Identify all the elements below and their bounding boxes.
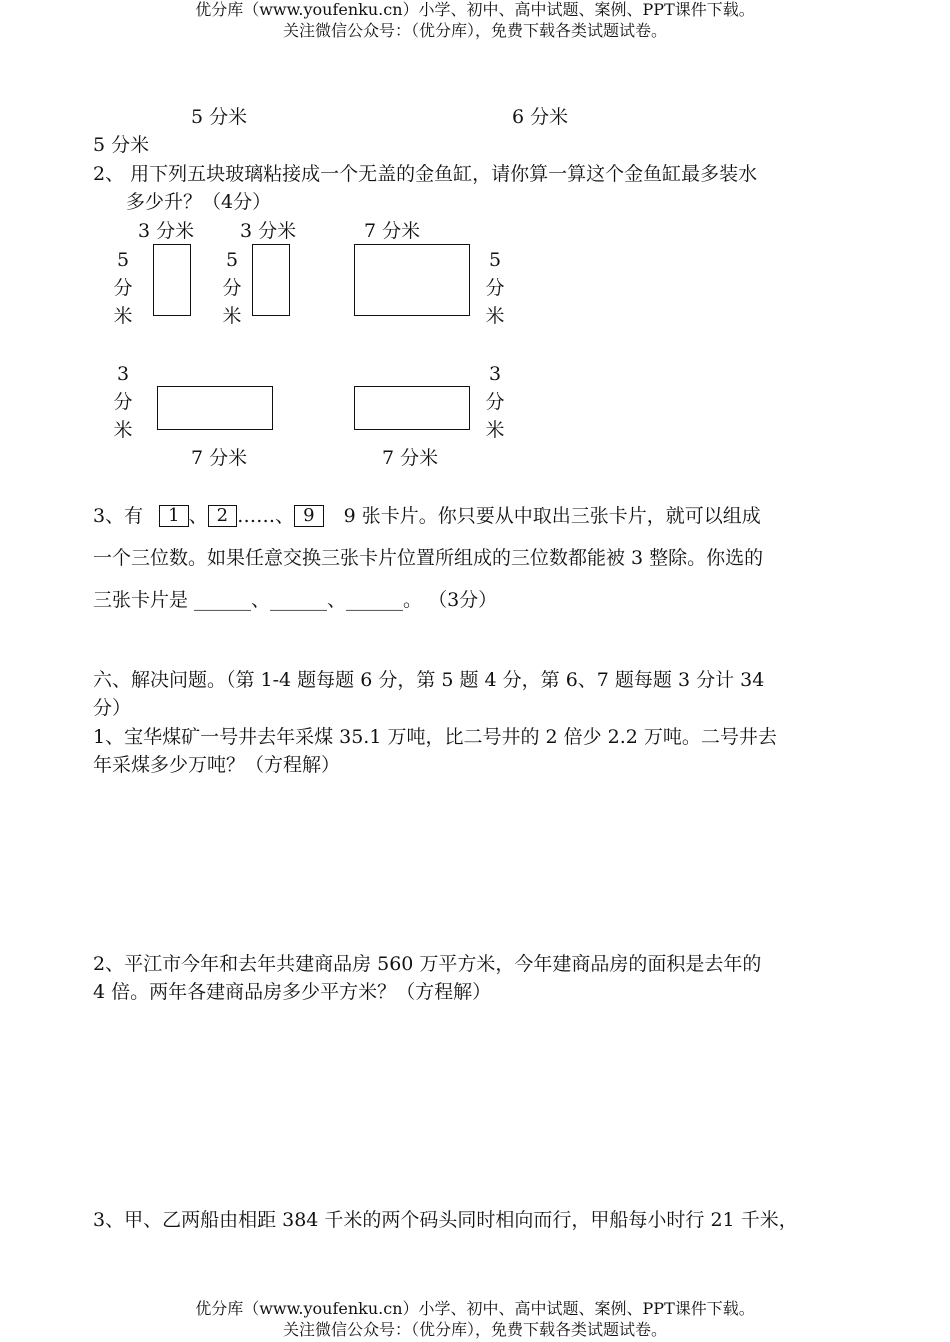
problem3-line-1: 3、甲、乙两船由相距 384 千米的两个码头同时相向而行，甲船每小时行 21 千米， xyxy=(93,1209,798,1231)
glass-piece-large xyxy=(354,244,470,316)
section6-heading-1: 六、解决问题。（第 1-4 题每题 6 分，第 5 题 4 分，第 6、7 题每题 3 分计 34 xyxy=(93,669,765,691)
glass-piece-small-2 xyxy=(252,244,290,316)
fig-side-a-unit1: 分 xyxy=(113,277,133,299)
fig-bottom-label-2: 7 分米 xyxy=(382,447,439,469)
fig-side-d-unit1: 分 xyxy=(113,391,133,413)
fig-side-e-unit2: 米 xyxy=(485,419,505,441)
fig-side-e-unit1: 分 xyxy=(485,391,505,413)
header-line-1: 优分库（www.youfenku.cn）小学、初中、高中试题、案例、PPT课件下载。 xyxy=(195,0,755,19)
q2-line-2: 多少升？（4分） xyxy=(126,191,272,213)
fig-top-label-2: 3 分米 xyxy=(240,220,297,242)
q3-rest: 9 张卡片。你只要从中取出三张卡片，就可以组成 xyxy=(343,505,761,527)
fig-side-label-a xyxy=(112,246,134,330)
fig-top-label-1: 3 分米 xyxy=(138,220,195,242)
footer-line-2: 关注微信公众号：（优分库），免费下载各类试题试卷。 xyxy=(282,1320,667,1339)
left-label-5dm: 5 分米 xyxy=(93,134,150,156)
problem1-line-2: 年采煤多少万吨？（方程解） xyxy=(93,754,341,776)
q3-line-1 xyxy=(93,503,761,529)
fig-side-label-b xyxy=(221,246,243,330)
fig-top-label-3: 7 分米 xyxy=(364,220,421,242)
top-label-6dm: 6 分米 xyxy=(512,106,569,128)
fig-side-b-num: 5 xyxy=(225,249,239,271)
glass-piece-flat-1 xyxy=(157,386,273,430)
problem1-line-1: 1、宝华煤矿一号井去年采煤 35.1 万吨，比二号井的 2 倍少 2.2 万吨。二号井去 xyxy=(93,726,777,748)
section6-heading-2: 分） xyxy=(93,697,132,719)
fig-side-b-unit1: 分 xyxy=(222,277,242,299)
header-line-2: 关注微信公众号：（优分库），免费下载各类试题试卷。 xyxy=(282,21,667,40)
q2-line-1: 2、 用下列五块玻璃粘接成一个无盖的金鱼缸，请你算一算这个金鱼缸最多装水 xyxy=(93,163,758,185)
footer-line-1: 优分库（www.youfenku.cn）小学、初中、高中试题、案例、PPT课件下载。 xyxy=(195,1299,755,1318)
glass-piece-flat-2 xyxy=(354,386,470,430)
card-9: 9 xyxy=(294,505,323,527)
fig-side-b-unit2: 米 xyxy=(222,305,242,327)
fig-side-c-unit2: 米 xyxy=(485,305,505,327)
fig-side-c-unit1: 分 xyxy=(485,277,505,299)
card-1: 1 xyxy=(159,505,188,527)
card-2: 2 xyxy=(208,505,237,527)
fig-side-label-e xyxy=(484,360,506,444)
fig-side-d-unit2: 米 xyxy=(113,419,133,441)
fig-side-label-c xyxy=(484,246,506,330)
fig-side-a-unit2: 米 xyxy=(113,305,133,327)
fig-side-d-num: 3 xyxy=(116,363,130,385)
fig-side-a-num: 5 xyxy=(116,249,130,271)
fig-bottom-label-1: 7 分米 xyxy=(191,447,248,469)
q3-prefix: 3、有 xyxy=(93,505,144,527)
fig-side-label-d xyxy=(112,360,134,444)
problem2-line-1: 2、平江市今年和去年共建商品房 560 万平方米，今年建商品房的面积是去年的 xyxy=(93,953,762,975)
q3-line-2: 一个三位数。如果任意交换三张卡片位置所组成的三位数都能被 3 整除。你选的 xyxy=(93,547,764,569)
q3-line-3: 三张卡片是 ______、______、______。 （3分） xyxy=(93,589,498,611)
q3-ellipsis: ……、 xyxy=(237,505,295,527)
fig-side-e-num: 3 xyxy=(488,363,502,385)
top-label-5dm: 5 分米 xyxy=(191,106,248,128)
problem2-line-2: 4 倍。两年各建商品房多少平方米？（方程解） xyxy=(93,981,492,1003)
fig-side-c-num: 5 xyxy=(488,249,502,271)
glass-piece-small-1 xyxy=(153,244,191,316)
q3-sep: 、 xyxy=(188,505,208,527)
